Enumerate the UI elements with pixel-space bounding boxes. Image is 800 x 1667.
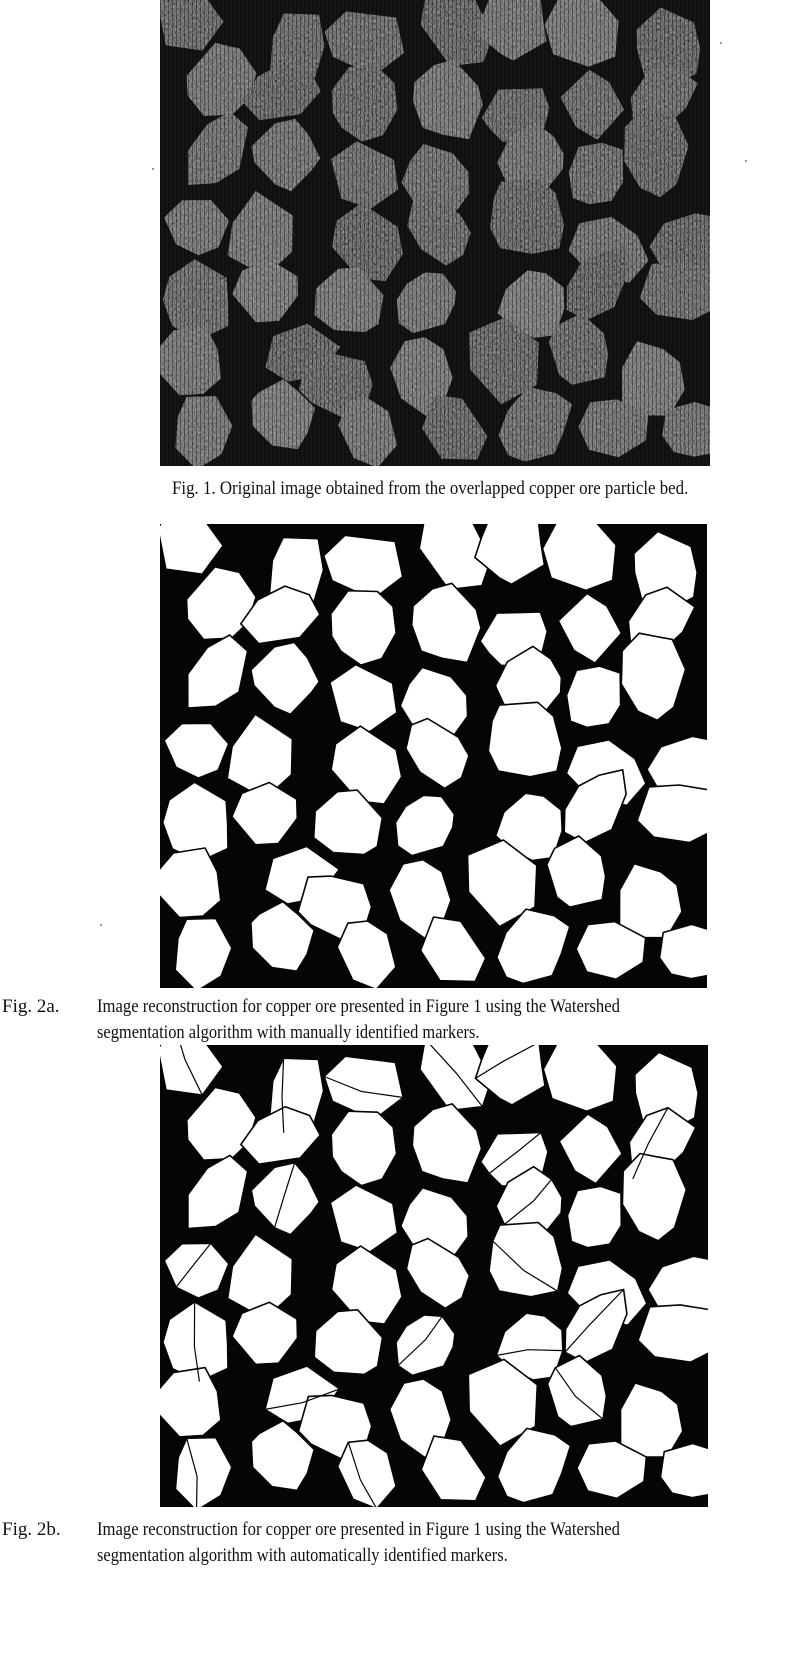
scan-speck <box>152 168 154 170</box>
fig2a-label: Fig. 2a. <box>2 996 60 1017</box>
scan-speck <box>745 160 747 162</box>
segmentation-manual-markers-image <box>160 524 707 988</box>
fig2a-caption-line-1: Image reconstruction for copper ore presented in Figure 1 using the Watershed <box>97 996 620 1017</box>
fig2b-label: Fig. 2b. <box>2 1519 61 1540</box>
fig2b-caption-line-2: segmentation algorithm with automatically identified markers. <box>97 1545 508 1566</box>
scan-speck <box>100 924 102 926</box>
segmented-particle <box>489 1223 563 1297</box>
original-ore-image <box>160 0 710 466</box>
segmentation-automatic-markers-image <box>160 1045 708 1507</box>
segmented-particle <box>567 1186 621 1247</box>
segmented-particle <box>488 702 562 777</box>
fig1-caption: Fig. 1. Original image obtained from the overlapped copper ore particle bed. <box>172 478 689 499</box>
segmented-particle <box>567 666 621 727</box>
fig2a-caption-line-2: segmentation algorithm with manually identified markers. <box>97 1022 480 1043</box>
scan-speck <box>720 42 722 44</box>
fig2b-caption-line-1: Image reconstruction for copper ore presented in Figure 1 using the Watershed <box>97 1519 620 1540</box>
